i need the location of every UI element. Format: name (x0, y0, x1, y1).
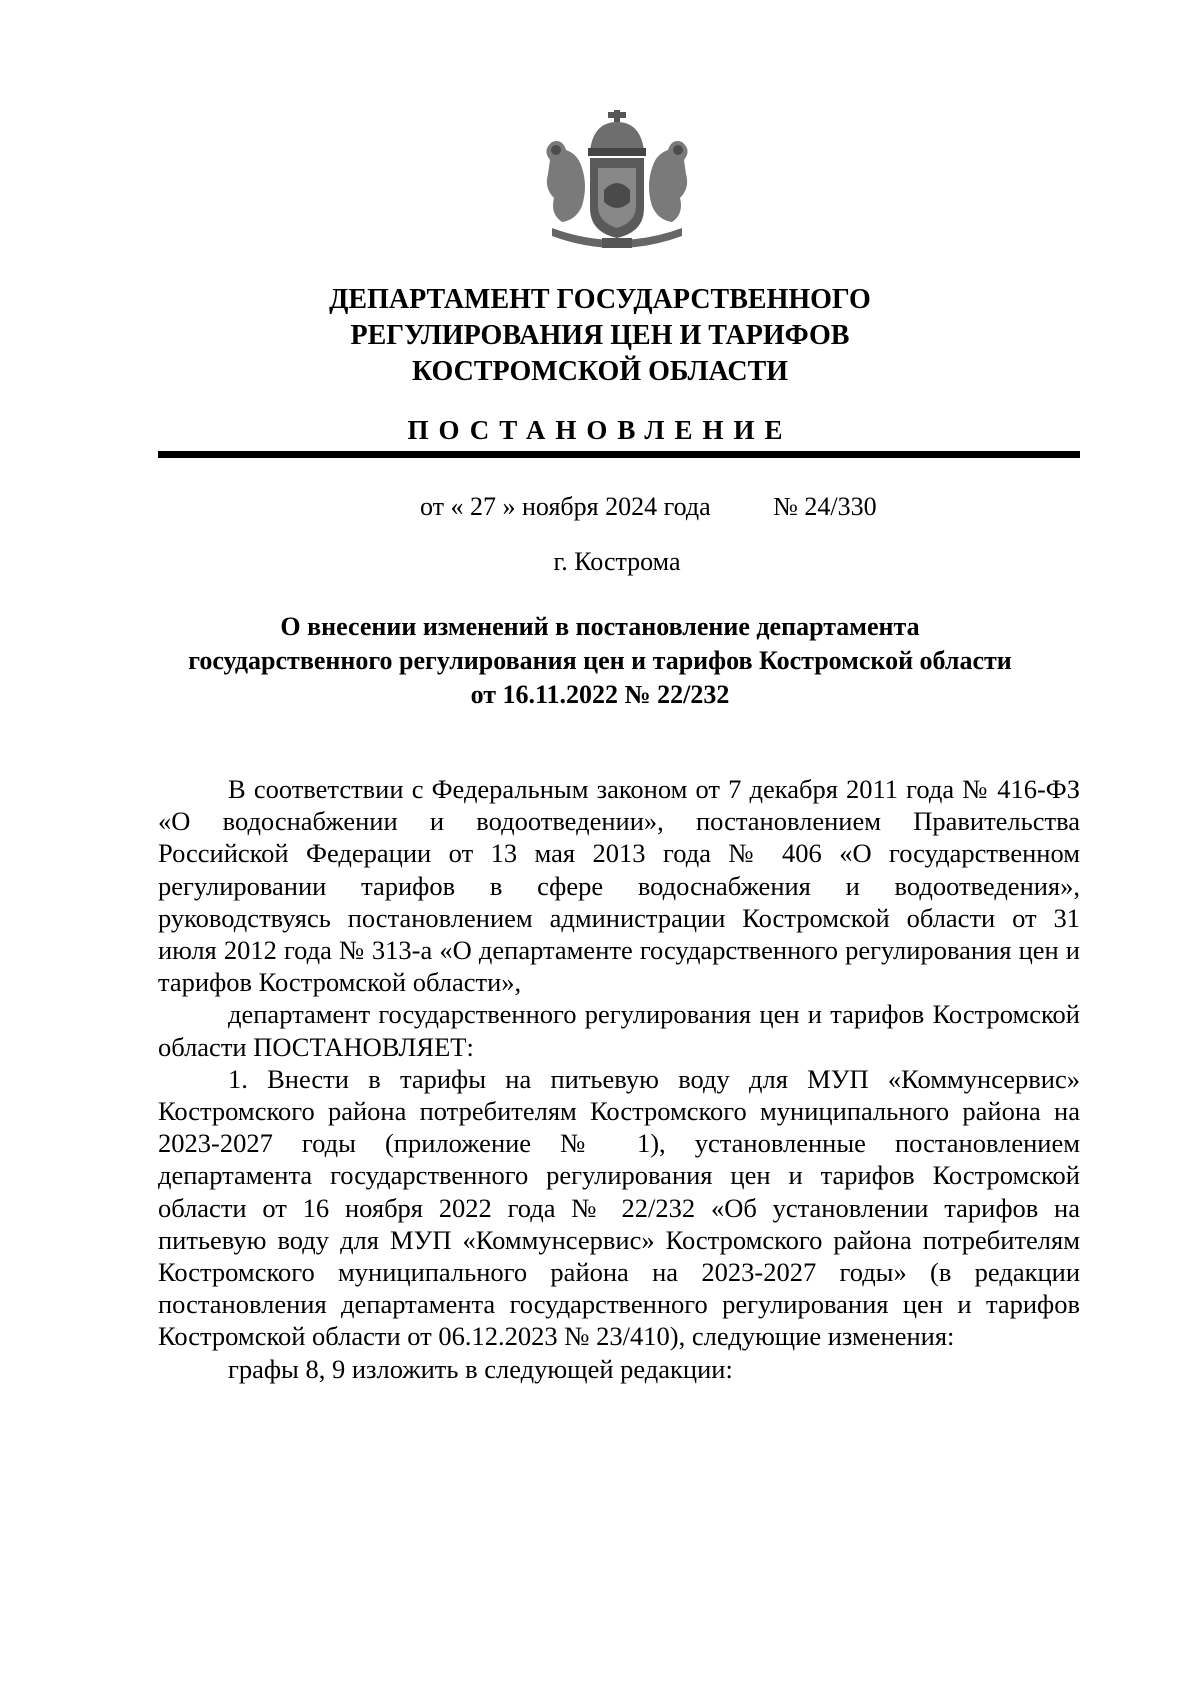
header-divider (158, 451, 1080, 458)
document-subject (0, 610, 1200, 712)
date-number-line (420, 490, 877, 524)
coat-of-arms-icon (532, 110, 702, 260)
body-paragraph-resolves: департамент государственного регулирования цен и тарифов Костромской области ПОСТАНОВЛЯЕТ: (158, 999, 1080, 1062)
document-type-heading: ПОСТАНОВЛЕНИЕ (407, 415, 793, 445)
subject-line: О внесении изменений в постановление департамента (280, 612, 920, 641)
document-date: от « 27 » ноября 2024 года (420, 492, 711, 521)
body-paragraph-item-1: 1. Внести в тарифы на питьевую воду для МУП «Коммунсервис» Костромского района потребителям Костромского муниципального района на 2023-2027 годы (приложение № 1), установленные постановлением департамента государственного регулирования цен и тарифов Костромской области от 16 ноября 2022 года № 22/232 «Об установлении тарифов на питьевую воду для МУП «Коммунсервис» Костромского района потребителям Костромского муниципального района на 2023-2027 годы» (в редакции постановления департамента государственного регулирования цен и тарифов Костромской области от 06.12.2023 № 23/410), следующие изменения: (158, 1063, 1080, 1352)
body-paragraph-preamble: В соответствии с Федеральным законом от 7 декабря 2011 года № 416-ФЗ «О водоснабжении и водоотведении», постановлением Правительства Российской Федерации от 13 мая 2013 года № 406 «О государственном регулировании тарифов в сфере водоснабжения и водоотведения», руководствуясь постановлением администрации Костромской области от 31 июля 2012 года № 313-а «О департаменте государственного регулирования цен и тарифов Костромской области», (158, 774, 1080, 998)
department-title-line: РЕГУЛИРОВАНИЯ ЦЕН И ТАРИФОВ (350, 320, 850, 351)
department-title-line: ДЕПАРТАМЕНТ ГОСУДАРСТВЕННОГО (329, 284, 871, 315)
department-title-line: КОСТРОМСКОЙ ОБЛАСТИ (411, 356, 789, 387)
subject-line: от 16.11.2022 № 22/232 (470, 680, 730, 709)
body-paragraph-columns: графы 8, 9 изложить в следующей редакции: (228, 1353, 733, 1384)
department-title (0, 282, 1200, 390)
document-city: г. Кострома (553, 547, 681, 576)
document-number: № 24/330 (773, 492, 877, 521)
subject-line: государственного регулирования цен и тарифов Костромской области (188, 646, 1012, 675)
document-body (158, 773, 1080, 1385)
